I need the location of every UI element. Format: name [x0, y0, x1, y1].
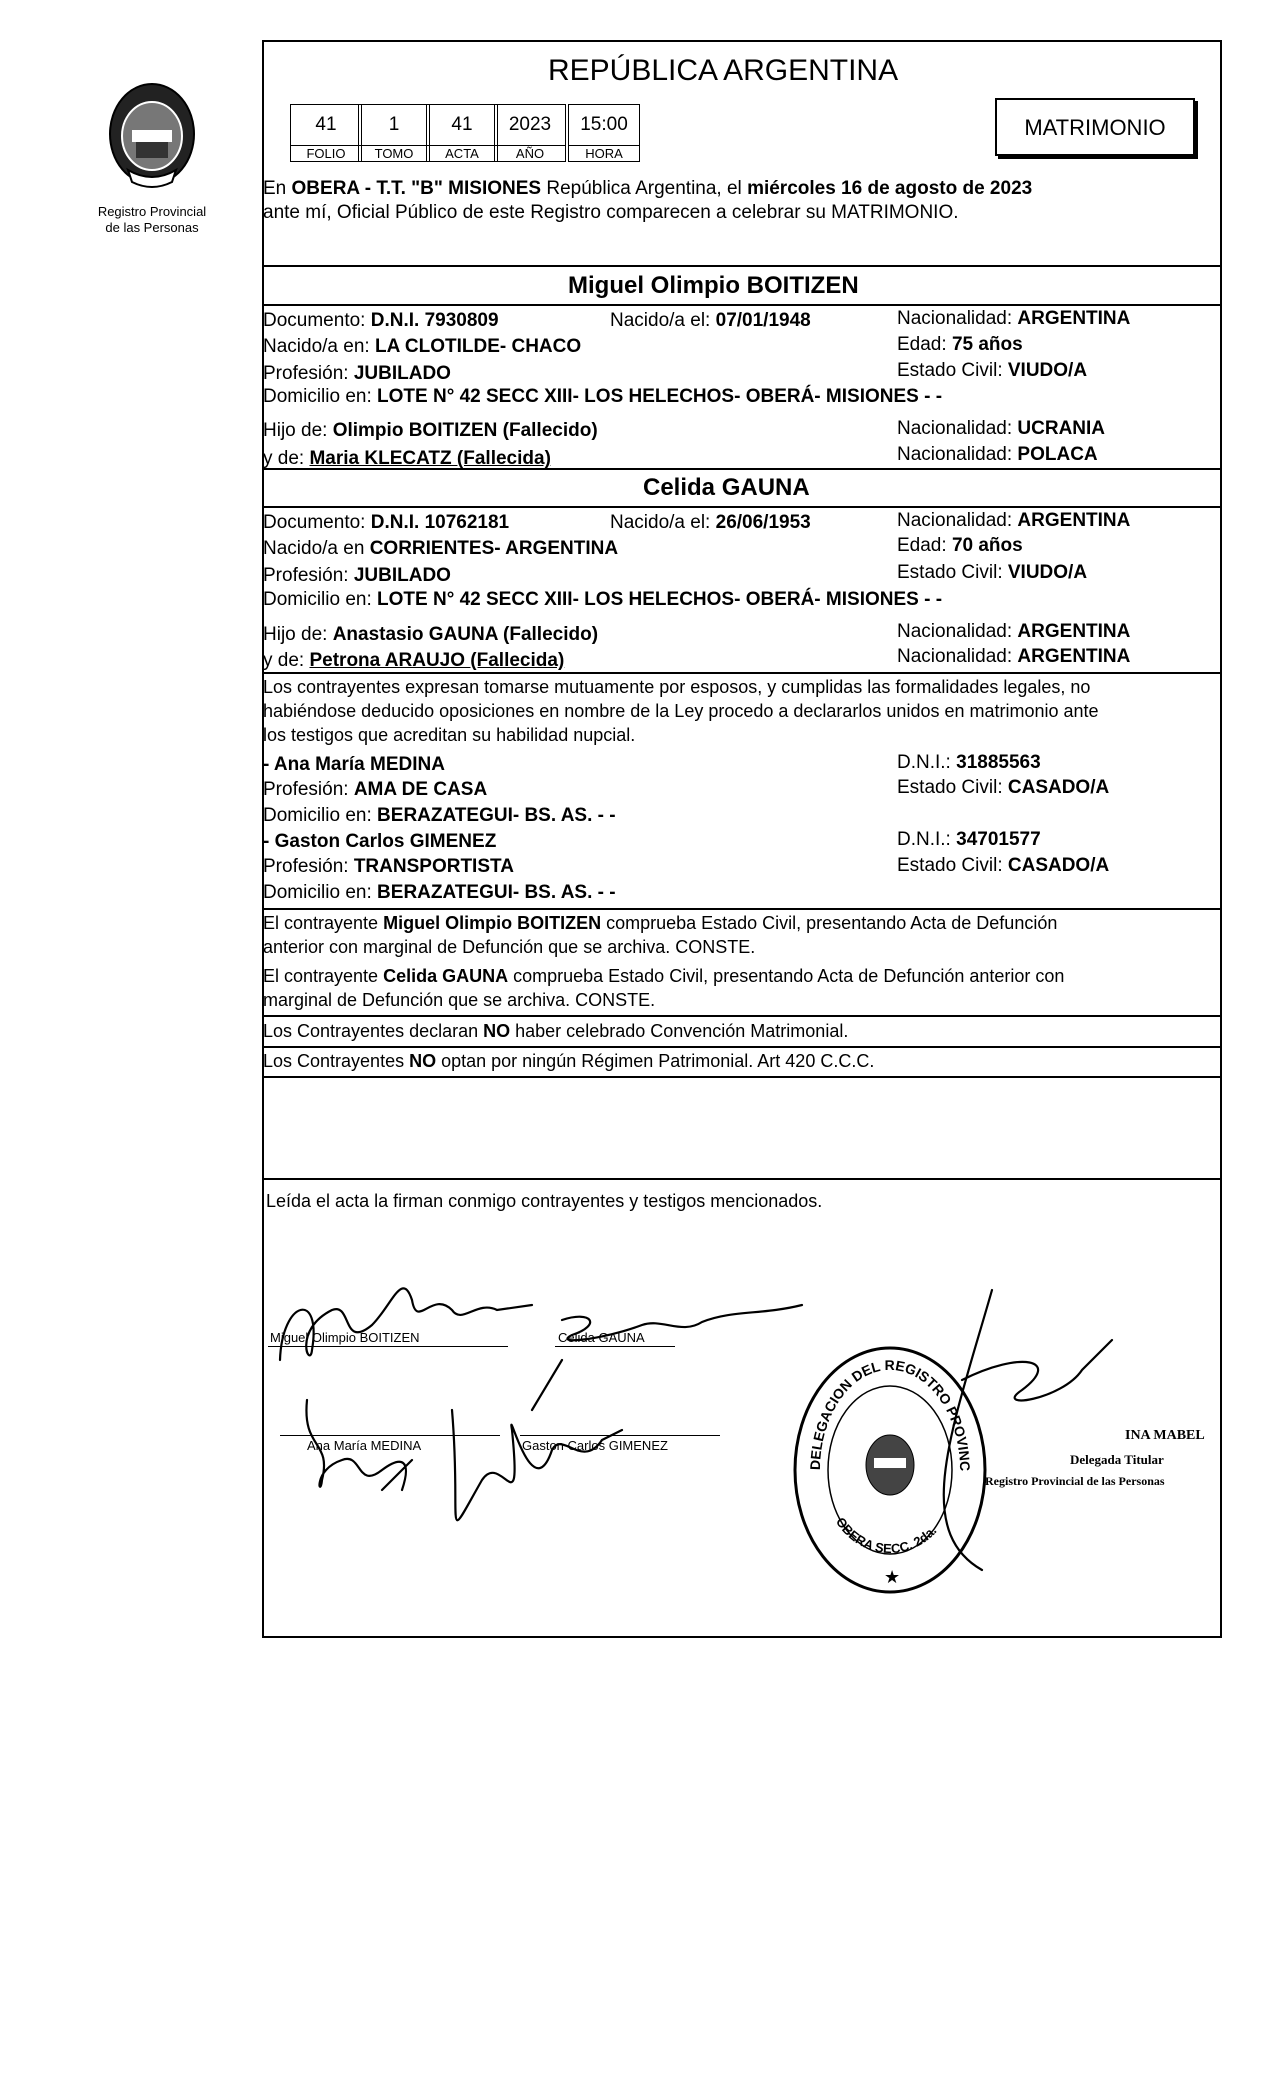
record-type: MATRIMONIO: [1024, 115, 1166, 140]
note2-line1: El contrayente Celida GAUNA comprueba Estado Civil, presentando Acta de Defunción anterior con: [263, 966, 1065, 986]
seal-crest-icon: [866, 1435, 914, 1495]
signature-label-4: Gaston Carlos GIMENEZ: [522, 1438, 668, 1453]
signature-scribble-1: [280, 1288, 532, 1360]
tomo-label: TOMO: [358, 145, 430, 162]
person2-birthplace: Nacido/a en CORRIENTES- ARGENTINA: [263, 538, 619, 559]
witness2-civil-status: Estado Civil: CASADO/A: [897, 855, 1110, 876]
note2-line2: marginal de Defunción que se archiva. CONSTE.: [263, 990, 656, 1010]
closing-text: Leída el acta la firman conmigo contrayentes y testigos mencionados.: [266, 1191, 823, 1211]
declaration-line1: Los contrayentes expresan tomarse mutuamente por esposos, y cumplidas las formalidades legales, no: [263, 677, 1091, 697]
tomo-value: 1: [358, 104, 430, 146]
person1-birthdate: Nacido/a el: 07/01/1948: [610, 310, 811, 331]
person1-birthplace: Nacido/a en: LA CLOTILDE- CHACO: [263, 336, 582, 357]
witness2-dni: D.N.I.: 34701577: [897, 829, 1041, 850]
signature-scribble-4: [452, 1410, 622, 1520]
seal-ring-text: DELEGACION DEL REGISTRO PROVINC: [806, 1356, 974, 1472]
note4: Los Contrayentes NO optan por ningún Régimen Patrimonial. Art 420 C.C.C.: [263, 1051, 875, 1071]
intro-line2: ante mí, Oficial Público de este Registro comparecen a celebrar su MATRIMONIO.: [263, 202, 959, 223]
person2-age: Edad: 70 años: [897, 535, 1023, 556]
person2-mother-nationality: Nacionalidad: ARGENTINA: [897, 646, 1131, 667]
note1-line2: anterior con marginal de Defunción que se archiva. CONSTE.: [263, 937, 756, 957]
folio-label: FOLIO: [290, 145, 362, 162]
witness2-address: Domicilio en: BERAZATEGUI- BS. AS. - -: [263, 882, 616, 903]
province-crest-icon: [98, 72, 206, 192]
signature-scribble-2: [532, 1305, 802, 1410]
hora-label: HORA: [568, 145, 640, 162]
witness1-name: - Ana María MEDINA: [263, 754, 445, 775]
person2-profession: Profesión: JUBILADO: [263, 565, 451, 586]
intro-line1: En OBERA - T.T. "B" MISIONES República Argentina, el miércoles 16 de agosto de 2023: [263, 178, 1033, 199]
seal-star-icon: ★: [884, 1567, 901, 1587]
witness2-name: - Gaston Carlos GIMENEZ: [263, 831, 497, 852]
witness1-address: Domicilio en: BERAZATEGUI- BS. AS. - -: [263, 805, 616, 826]
person2-address: Domicilio en: LOTE N° 42 SECC XIII- LOS HELECHOS- OBERÁ- MISIONES - -: [263, 589, 943, 610]
hora-value: 15:00: [568, 104, 640, 146]
country-title: REPÚBLICA ARGENTINA: [548, 54, 899, 87]
witness1-civil-status: Estado Civil: CASADO/A: [897, 777, 1110, 798]
official-name: INA MABEL: [1125, 1428, 1205, 1443]
anio-label: AÑO: [494, 145, 566, 162]
person2-birthdate: Nacido/a el: 26/06/1953: [610, 512, 811, 533]
person1-name: Miguel Olimpio BOITIZEN: [568, 272, 859, 299]
person1-address: Domicilio en: LOTE N° 42 SECC XIII- LOS HELECHOS- OBERÁ- MISIONES - -: [263, 386, 943, 407]
witness1-profession: Profesión: AMA DE CASA: [263, 779, 488, 800]
declaration-line3: los testigos que acreditan su habilidad nupcial.: [263, 725, 636, 745]
person2-document: Documento: D.N.I. 10762181: [263, 512, 510, 533]
signature-label-2: Celida GAUNA: [558, 1330, 645, 1345]
person1-mother-nationality: Nacionalidad: POLACA: [897, 444, 1098, 465]
person1-father-nationality: Nacionalidad: UCRANIA: [897, 418, 1106, 439]
official-office: Registro Provincial de las Personas: [985, 1474, 1165, 1488]
person2-civil-status: Estado Civil: VIUDO/A: [897, 562, 1088, 583]
person1-father: Hijo de: Olimpio BOITIZEN (Fallecido): [263, 420, 598, 441]
person1-mother: y de: Maria KLECATZ (Fallecida): [263, 448, 551, 469]
witness1-dni: D.N.I.: 31885563: [897, 752, 1041, 773]
acta-value: 41: [426, 104, 498, 146]
person1-age: Edad: 75 años: [897, 334, 1023, 355]
anio-value: 2023: [494, 104, 566, 146]
signature-label-1: Miguel Olimpio BOITIZEN: [270, 1330, 420, 1345]
registry-seal: [790, 1340, 990, 1600]
declaration-line2: habiéndose deducido oposiciones en nombre de la Ley procedo a declararlos unidos en matrimonio ante: [263, 701, 1099, 721]
seal-bottom-text: OBERA SECC. 2da.: [832, 1514, 940, 1557]
person2-nationality: Nacionalidad: ARGENTINA: [897, 510, 1131, 531]
note1-line1: El contrayente Miguel Olimpio BOITIZEN comprueba Estado Civil, presentando Acta de Defunción: [263, 913, 1058, 933]
acta-label: ACTA: [426, 145, 498, 162]
person2-father-nationality: Nacionalidad: ARGENTINA: [897, 621, 1131, 642]
person1-profession: Profesión: JUBILADO: [263, 363, 451, 384]
person1-document: Documento: D.N.I. 7930809: [263, 310, 499, 331]
signature-label-3: Ana María MEDINA: [307, 1438, 422, 1453]
province-logo: [98, 72, 206, 192]
note3: Los Contrayentes declaran NO haber celebrado Convención Matrimonial.: [263, 1021, 849, 1041]
person2-father: Hijo de: Anastasio GAUNA (Fallecido): [263, 624, 599, 645]
official-title: Delegada Titular: [1070, 1452, 1164, 1467]
witness2-profession: Profesión: TRANSPORTISTA: [263, 856, 514, 877]
person2-mother: y de: Petrona ARAUJO (Fallecida): [263, 650, 565, 671]
logo-caption-line1: Registro Provincial: [97, 204, 207, 219]
signatures-drawing: [262, 1230, 1222, 1630]
person1-civil-status: Estado Civil: VIUDO/A: [897, 360, 1088, 381]
person2-name: Celida GAUNA: [643, 474, 810, 501]
logo-caption-line2: de las Personas: [105, 220, 199, 235]
folio-value: 41: [290, 104, 362, 146]
person1-nationality: Nacionalidad: ARGENTINA: [897, 308, 1131, 329]
